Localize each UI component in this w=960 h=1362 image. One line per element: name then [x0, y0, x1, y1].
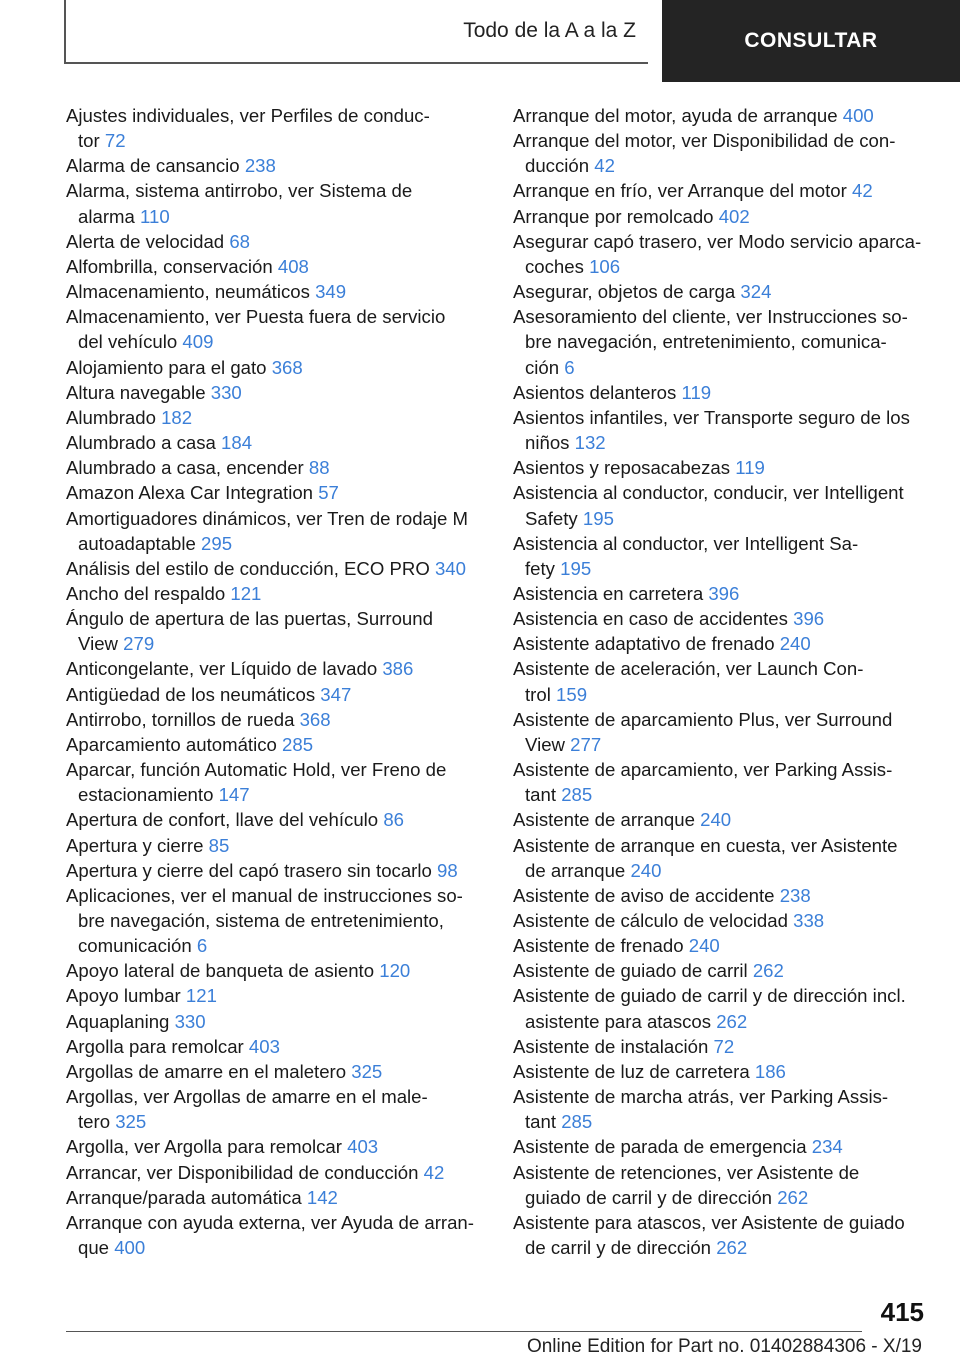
index-entry — [513, 455, 953, 480]
page-reference-link[interactable]: 119 — [735, 457, 765, 479]
index-entry-text: Almacenamiento, ver Puesta fuera de servicio — [66, 306, 446, 328]
index-entry — [513, 380, 953, 405]
index-entry — [513, 606, 953, 631]
index-entry-text: Aparcar, función Automatic Hold, ver Freno de — [66, 759, 447, 781]
index-entry — [66, 480, 486, 505]
index-entry-text: comunicación — [78, 935, 192, 957]
page-reference-link[interactable]: 240 — [779, 633, 811, 655]
page-reference-link[interactable]: 262 — [752, 960, 784, 982]
tab-todo-de-la-a-a-la-z[interactable]: Todo de la A a la Z — [463, 19, 636, 42]
index-entry — [513, 279, 953, 304]
index-entry-text: Alojamiento para el gato — [66, 356, 267, 378]
page-reference-link[interactable]: 121 — [230, 582, 262, 604]
index-entry-text: Arranque del motor, ver Disponibilidad de con- — [513, 130, 896, 152]
index-entry-text: Asesoramiento del cliente, ver Instrucciones so- — [513, 306, 908, 328]
page-reference-link[interactable]: 324 — [740, 281, 772, 303]
index-entry-text: Alarma de cansancio — [66, 155, 240, 177]
page-reference-link[interactable]: 285 — [561, 1111, 593, 1133]
index-entry-text: autoadaptable — [78, 532, 196, 554]
index-entry — [513, 1134, 953, 1159]
header-underline — [64, 62, 648, 64]
index-entry-text: Asistente de retenciones, ver Asistente de — [513, 1161, 860, 1183]
index-entry-text: Asistente de guiado de carril y de dirección incl. — [513, 985, 906, 1007]
page-reference-link[interactable]: 110 — [140, 205, 170, 227]
index-entry-text: Asistente de luz de carretera — [513, 1060, 750, 1082]
page-reference-link[interactable]: 400 — [114, 1237, 146, 1259]
index-entry — [513, 581, 953, 606]
page-reference-link[interactable]: 86 — [383, 809, 405, 831]
index-entry — [513, 229, 953, 279]
index-entry-text: Asistente de aparcamiento, ver Parking Assis- — [513, 759, 893, 781]
page-reference-link[interactable]: 195 — [582, 507, 614, 529]
index-entry-text: Aplicaciones, ver el manual de instrucciones so- — [66, 884, 463, 906]
page-reference-link[interactable]: 330 — [174, 1010, 206, 1032]
index-entry — [66, 1210, 486, 1260]
index-entry — [66, 254, 486, 279]
index-entry-text: Asistencia en caso de accidentes — [513, 608, 788, 630]
index-entry-text: Asegurar capó trasero, ver Modo servicio aparca- — [513, 230, 922, 252]
index-entry-text: que — [78, 1237, 110, 1259]
page-reference-link[interactable]: 240 — [630, 859, 662, 881]
index-entry-text: guiado de carril y de dirección — [525, 1186, 773, 1208]
index-entry-text: Asistente de instalación — [513, 1035, 709, 1057]
index-entry — [66, 807, 486, 832]
tab-consultar[interactable]: CONSULTAR — [662, 0, 960, 82]
page-reference-link[interactable]: 42 — [594, 155, 615, 177]
index-entry-text: Asientos y reposacabezas — [513, 457, 731, 479]
page-reference-link[interactable]: 142 — [306, 1186, 338, 1208]
index-entry — [66, 103, 486, 153]
page-reference-link[interactable]: 396 — [793, 608, 825, 630]
page-reference-link[interactable]: 277 — [570, 733, 602, 755]
index-entry-text: Aquaplaning — [66, 1010, 170, 1032]
page-reference-link[interactable]: 400 — [842, 105, 874, 126]
page-reference-link[interactable]: 262 — [716, 1237, 748, 1259]
page-reference-link[interactable]: 403 — [347, 1136, 379, 1158]
index-entry-text: Amortiguadores dinámicos, ver Tren de rodaje M — [66, 507, 469, 529]
index-entry-text: alarma — [78, 205, 135, 227]
index-entry-text: asistente para atascos — [525, 1010, 712, 1032]
index-entry-text: View — [78, 633, 118, 655]
index-entry-text: Arranque en frío, ver Arranque del motor — [513, 180, 847, 202]
page-reference-link[interactable]: 42 — [423, 1161, 445, 1183]
index-entry-text: Argolla para remolcar — [66, 1035, 244, 1057]
index-entry-text: Asistente de arranque — [513, 809, 695, 831]
index-entry-text: Asistente para atascos, ver Asistente de guiado — [513, 1211, 905, 1233]
index-entry — [66, 405, 486, 430]
index-entry-text: Antigüedad de los neumáticos — [66, 683, 316, 705]
page-reference-link[interactable]: 347 — [320, 683, 352, 705]
page-reference-link[interactable]: 119 — [681, 381, 712, 403]
index-entry-text: Ajustes individuales, ver Perfiles de conduc- — [66, 105, 430, 126]
page-reference-link[interactable]: 195 — [560, 557, 592, 579]
page-reference-link[interactable]: 234 — [811, 1136, 843, 1158]
index-entry — [513, 757, 953, 807]
index-entry — [513, 807, 953, 832]
page-reference-link[interactable]: 368 — [271, 356, 303, 378]
index-entry-text: Asientos delanteros — [513, 381, 677, 403]
index-entry-text: Asistencia al conductor, conducir, ver Intelligent — [513, 482, 904, 504]
index-entry-text: Asistente de arranque en cuesta, ver Asistente — [513, 834, 898, 856]
page-reference-link[interactable]: 88 — [308, 457, 330, 479]
index-entry-text: fety — [525, 557, 555, 579]
index-entry-text: Asistente de guiado de carril — [513, 960, 748, 982]
index-entry-text: niños — [525, 432, 570, 454]
index-entry-text: Asistente de cálculo de velocidad — [513, 910, 788, 931]
index-entry — [66, 732, 486, 757]
page-reference-link[interactable]: 121 — [185, 985, 217, 1007]
index-column-right — [513, 103, 953, 1260]
page-reference-link[interactable]: 295 — [201, 532, 233, 554]
index-entry — [513, 958, 953, 983]
index-entry-text: Arrancar, ver Disponibilidad de conducción — [66, 1161, 419, 1183]
page-reference-link[interactable]: 132 — [574, 432, 606, 454]
index-entry — [66, 606, 486, 656]
page-reference-link[interactable]: 159 — [556, 683, 588, 705]
page-reference-link[interactable]: 338 — [793, 910, 825, 931]
index-entry-text: Apoyo lumbar — [66, 985, 181, 1007]
index-entry-text: tant — [525, 1111, 557, 1133]
index-entry-text: Safety — [525, 507, 578, 529]
index-entry-text: de carril y de dirección — [525, 1237, 712, 1259]
index-entry-text: Asistencia al conductor, ver Intelligent Sa- — [513, 532, 859, 554]
index-entry — [66, 682, 486, 707]
index-entry-text: Alumbrado a casa — [66, 432, 216, 454]
index-entry-text: Argolla, ver Argolla para remolcar — [66, 1136, 342, 1158]
index-entry — [66, 656, 486, 681]
index-entry — [66, 380, 486, 405]
index-entry — [66, 1160, 486, 1185]
page-reference-link[interactable]: 238 — [779, 884, 811, 906]
page-reference-link[interactable]: 285 — [282, 733, 314, 755]
index-entry-text: Altura navegable — [66, 381, 206, 403]
index-entry-text: Asistente adaptativo de frenado — [513, 633, 775, 655]
index-entry-text: Antirrobo, tornillos de rueda — [66, 708, 295, 730]
page-reference-link[interactable]: 368 — [299, 708, 331, 730]
index-entry — [66, 506, 486, 556]
index-entry — [66, 556, 486, 581]
index-entry — [513, 908, 953, 933]
page-reference-link[interactable]: 396 — [708, 582, 740, 604]
page-reference-link[interactable]: 240 — [688, 935, 720, 957]
index-entry-text: bre navegación, sistema de entretenimiento, — [78, 910, 444, 931]
page-reference-link[interactable]: 402 — [718, 205, 750, 227]
index-entry — [66, 279, 486, 304]
page-reference-link[interactable]: 403 — [248, 1035, 280, 1057]
index-entry — [66, 1009, 486, 1034]
index-entry — [66, 833, 486, 858]
index-entry-text: Apertura y cierre del capó trasero sin tocarlo — [66, 859, 432, 881]
index-entry — [66, 355, 486, 380]
index-entry — [66, 858, 486, 883]
index-entry — [513, 933, 953, 958]
page-reference-link[interactable]: 340 — [434, 557, 466, 579]
page-reference-link[interactable]: 262 — [716, 1010, 748, 1032]
index-entry-text: Asistente de aceleración, ver Launch Con- — [513, 658, 864, 680]
index-entry-text: Anticongelante, ver Líquido de lavado — [66, 658, 378, 680]
index-entry — [513, 1059, 953, 1084]
index-entry-text: trol — [525, 683, 551, 705]
index-entry — [66, 1185, 486, 1210]
index-entry-text: Asistente de frenado — [513, 935, 684, 957]
index-entry — [513, 833, 953, 883]
index-column-left — [66, 103, 486, 1260]
index-entry — [66, 178, 486, 228]
index-entry — [66, 153, 486, 178]
index-entry — [513, 480, 953, 530]
page-reference-link[interactable]: 6 — [196, 935, 208, 957]
index-entry — [513, 983, 953, 1033]
page-reference-link[interactable]: 349 — [315, 281, 347, 303]
page-reference-link[interactable]: 330 — [210, 381, 242, 403]
index-entry-text: Apertura y cierre — [66, 834, 204, 856]
page-reference-link[interactable]: 325 — [351, 1060, 383, 1082]
index-entry — [66, 455, 486, 480]
index-entry-text: Arranque por remolcado — [513, 205, 714, 227]
index-entry-text: Argollas de amarre en el maletero — [66, 1060, 347, 1082]
index-entry-text: de arranque — [525, 859, 626, 881]
index-entry-text: Alerta de velocidad — [66, 230, 225, 252]
index-entry-text: Apoyo lateral de banqueta de asiento — [66, 960, 375, 982]
index-entry — [513, 1210, 953, 1260]
index-entry-text: coches — [525, 255, 584, 277]
page-reference-link[interactable]: 408 — [277, 255, 309, 277]
index-entry — [66, 983, 486, 1008]
index-entry-text: del vehículo — [78, 331, 178, 353]
index-entry — [513, 204, 953, 229]
footer-edition-text: Online Edition for Part no. 01402884306 - X/19 — [526, 1336, 922, 1357]
index-entry-text: bre navegación, entretenimiento, comunica- — [525, 331, 887, 353]
page-reference-link[interactable]: 279 — [123, 633, 155, 655]
page-reference-link[interactable]: 262 — [777, 1186, 809, 1208]
page-reference-link[interactable]: 182 — [161, 406, 193, 428]
index-entry — [66, 1059, 486, 1084]
page-reference-link[interactable]: 85 — [208, 834, 230, 856]
index-entry-text: Asistente de marcha atrás, ver Parking Assis- — [513, 1086, 889, 1108]
index-entry — [66, 430, 486, 455]
index-entry — [513, 178, 953, 203]
page-reference-link[interactable]: 240 — [700, 809, 732, 831]
index-entry-text: Alarma, sistema antirrobo, ver Sistema de — [66, 180, 413, 202]
index-entry — [66, 1084, 486, 1134]
index-entry-text: tero — [78, 1111, 111, 1133]
index-entry-text: Arranque/parada automática — [66, 1186, 302, 1208]
index-entry-text: tant — [525, 784, 557, 806]
index-entry-text: tor — [78, 130, 100, 152]
page-reference-link[interactable]: 186 — [754, 1060, 786, 1082]
index-entry — [513, 304, 953, 379]
page-reference-link[interactable]: 106 — [589, 255, 621, 277]
index-entry — [513, 405, 953, 455]
index-entry-text: Amazon Alexa Car Integration — [66, 482, 314, 504]
index-entry — [513, 103, 953, 128]
page-reference-link[interactable]: 72 — [104, 130, 126, 152]
index-entry — [513, 1160, 953, 1210]
page-reference-link[interactable]: 6 — [564, 356, 575, 378]
index-entry-text: Aparcamiento automático — [66, 733, 277, 755]
page-reference-link[interactable]: 238 — [244, 155, 276, 177]
page-reference-link[interactable]: 42 — [852, 180, 873, 202]
index-entry — [513, 631, 953, 656]
page-reference-link[interactable]: 184 — [221, 432, 253, 454]
index-entry — [66, 757, 486, 807]
index-entry — [513, 707, 953, 757]
index-entry-text: ducción — [525, 155, 590, 177]
index-entry — [66, 707, 486, 732]
page-reference-link[interactable]: 68 — [229, 230, 251, 252]
index-entry-text: View — [525, 733, 565, 755]
index-entry — [66, 958, 486, 983]
index-entry-text: Arranque del motor, ayuda de arranque — [513, 105, 838, 126]
index-entry-text: Argollas, ver Argollas de amarre en el male- — [66, 1086, 428, 1108]
index-entry-text: Ángulo de apertura de las puertas, Surround — [66, 608, 433, 630]
page-reference-link[interactable]: 147 — [218, 784, 250, 806]
page-reference-link[interactable]: 325 — [115, 1111, 147, 1133]
index-entry-text: Asistente de aparcamiento Plus, ver Surround — [513, 708, 893, 730]
index-entry — [66, 229, 486, 254]
index-entry — [66, 1034, 486, 1059]
index-entry-text: Alumbrado — [66, 406, 156, 428]
index-entry — [513, 1084, 953, 1134]
index-entry-text: Asistencia en carretera — [513, 582, 704, 604]
index-entry-text: Asientos infantiles, ver Transporte seguro de los — [513, 406, 910, 428]
page-reference-link[interactable]: 386 — [382, 658, 414, 680]
index-entry-text: estacionamiento — [78, 784, 214, 806]
page-reference-link[interactable]: 72 — [713, 1035, 735, 1057]
index-entry-text: Apertura de confort, llave del vehículo — [66, 809, 379, 831]
index-entry-text: Arranque con ayuda externa, ver Ayuda de arran- — [66, 1211, 474, 1233]
page-number: 415 — [880, 1297, 924, 1327]
index-entry-text: Asistente de aviso de accidente — [513, 884, 775, 906]
index-entry — [513, 531, 953, 581]
page-reference-link[interactable]: 98 — [437, 859, 458, 881]
index-entry — [66, 304, 486, 354]
index-entry-text: ción — [525, 356, 560, 378]
footer-rule — [66, 1331, 862, 1332]
index-entry — [66, 883, 486, 958]
page-reference-link[interactable]: 409 — [182, 331, 214, 353]
page-reference-link[interactable]: 57 — [318, 482, 339, 504]
index-entry-text: Asegurar, objetos de carga — [513, 281, 736, 303]
index-entry — [513, 656, 953, 706]
index-entry-text: Ancho del respaldo — [66, 582, 226, 604]
index-entry-text: Alumbrado a casa, encender — [66, 457, 304, 479]
index-entry — [513, 128, 953, 178]
index-entry — [66, 581, 486, 606]
index-entry-text: Análisis del estilo de conducción, ECO PRO — [66, 557, 430, 579]
index-entry-text: Almacenamiento, neumáticos — [66, 281, 310, 303]
index-entry-text: Asistente de parada de emergencia — [513, 1136, 807, 1158]
index-entry-text: Alfombrilla, conservación — [66, 255, 273, 277]
page-reference-link[interactable]: 120 — [379, 960, 411, 982]
page-reference-link[interactable]: 285 — [561, 784, 593, 806]
index-entry — [66, 1134, 486, 1159]
index-entry — [513, 1034, 953, 1059]
index-entry — [513, 883, 953, 908]
